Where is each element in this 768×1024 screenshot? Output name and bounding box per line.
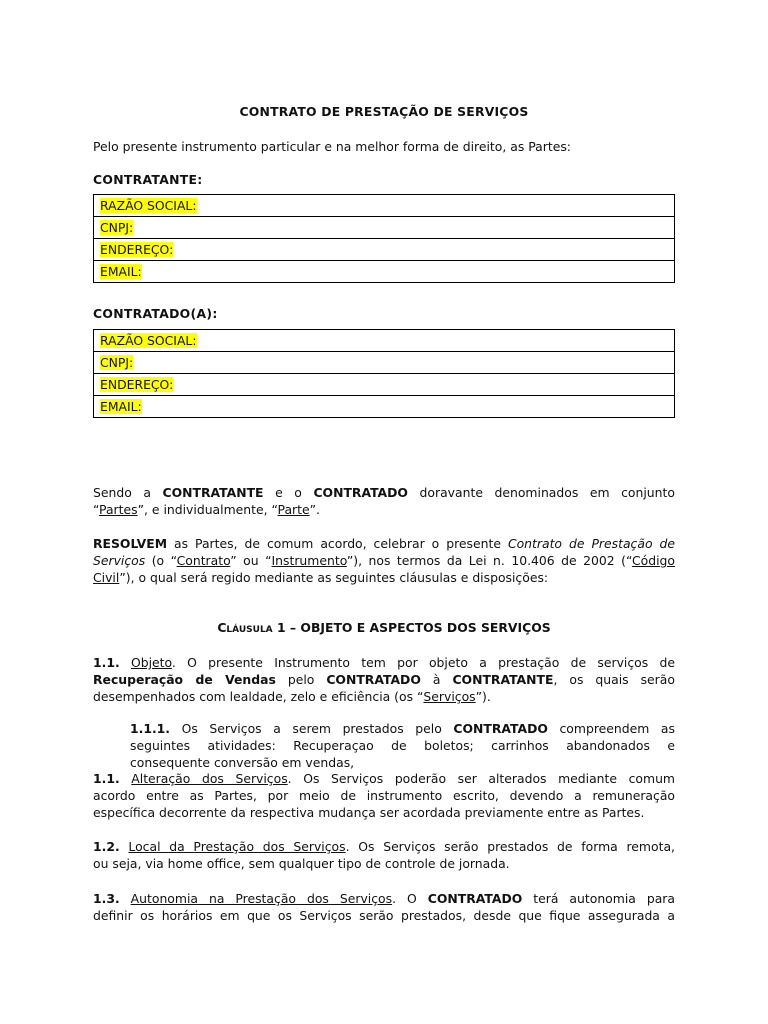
clause-1-heading: Cláusula 1 – OBJETO E ASPECTOS DOS SERVIÇOS <box>217 620 551 635</box>
contratado-email-field: EMAIL: <box>100 399 142 414</box>
contratado-table <box>93 329 675 418</box>
table-row <box>94 261 675 283</box>
instrumento-term: Instrumento <box>271 553 347 568</box>
contratante-razao-social-field: RAZÃO SOCIAL: <box>100 198 197 213</box>
contratado-endereco-field: ENDEREÇO: <box>100 377 174 392</box>
item-alteracao: 1.1. Alteração dos Serviços. Os Serviços poderão ser alterados mediante comum acordo entre as Partes, por meio de instrumento escrito, devendo a remuneração específica decorrente da respectiva mudança ser acordada previamente entre as Partes. <box>93 771 676 820</box>
contrato-term: Contrato <box>176 553 231 568</box>
table-row <box>94 352 675 374</box>
parte-term: Parte <box>277 502 310 517</box>
contratante-email-field: EMAIL: <box>100 264 142 279</box>
contratante-cnpj-field: CNPJ: <box>100 220 134 235</box>
table-row <box>94 374 675 396</box>
item-1-1-objeto: 1.1. Objeto. O presente Instrumento tem por objeto a prestação de serviços de Recuperação de Vendas pelo CONTRATADO à CONTRATANTE, os quais serão desempenhados com lealdade, zelo e eficiência (os “Serviços”). <box>93 655 675 704</box>
partes-term: Partes <box>99 502 138 517</box>
item-1-3-autonomia: 1.3. Autonomia na Prestação dos Serviços. O CONTRATADO terá autonomia para definir os horários em que os Serviços serão prestados, desde que fique assegurada a <box>93 891 675 923</box>
table-row <box>94 195 675 217</box>
contratado-razao-social-field: RAZÃO SOCIAL: <box>100 333 197 348</box>
item-1-2-local: 1.2. Local da Prestação dos Serviços. Os Serviços serão prestados de forma remota, ou seja, via home office, sem qualquer tipo de controle de jornada. <box>93 839 675 871</box>
resolvem-paragraph: RESOLVEM as Partes, de comum acordo, celebrar o presente Contrato de Prestação de Serviços (o “Contrato” ou “Instrumento”), nos termos da Lei n. 10.406 de 2002 (“Código Civil”), o qual será regido mediante as seguintes cláusulas e disposições: <box>93 536 675 585</box>
table-row <box>94 217 675 239</box>
table-row <box>94 239 675 261</box>
table-row <box>94 330 675 352</box>
item-1-1-1: 1.1.1. Os Serviços a serem prestados pelo CONTRATADO compreendem as seguintes atividades: Recuperaçao de boletos; carrinhos abandonados e consequente conversão em vendas, <box>130 721 675 770</box>
sendo-paragraph: Sendo a CONTRATANTE e o CONTRATADO doravante denominados em conjunto “Partes”, e individualmente, “Parte”. <box>93 485 675 517</box>
contratado-label: CONTRATADO(A): <box>93 306 218 321</box>
document-title: CONTRATO DE PRESTAÇÃO DE SERVIÇOS <box>239 104 529 119</box>
civil-term: Civil <box>93 570 120 585</box>
contratante-table <box>93 194 675 283</box>
intro-paragraph: Pelo presente instrumento particular e na melhor forma de direito, as Partes: <box>93 139 571 154</box>
contratante-label: CONTRATANTE: <box>93 172 203 187</box>
table-row <box>94 396 675 418</box>
codigo-term: Código <box>632 553 675 568</box>
contratado-cnpj-field: CNPJ: <box>100 355 134 370</box>
contratante-endereco-field: ENDEREÇO: <box>100 242 174 257</box>
